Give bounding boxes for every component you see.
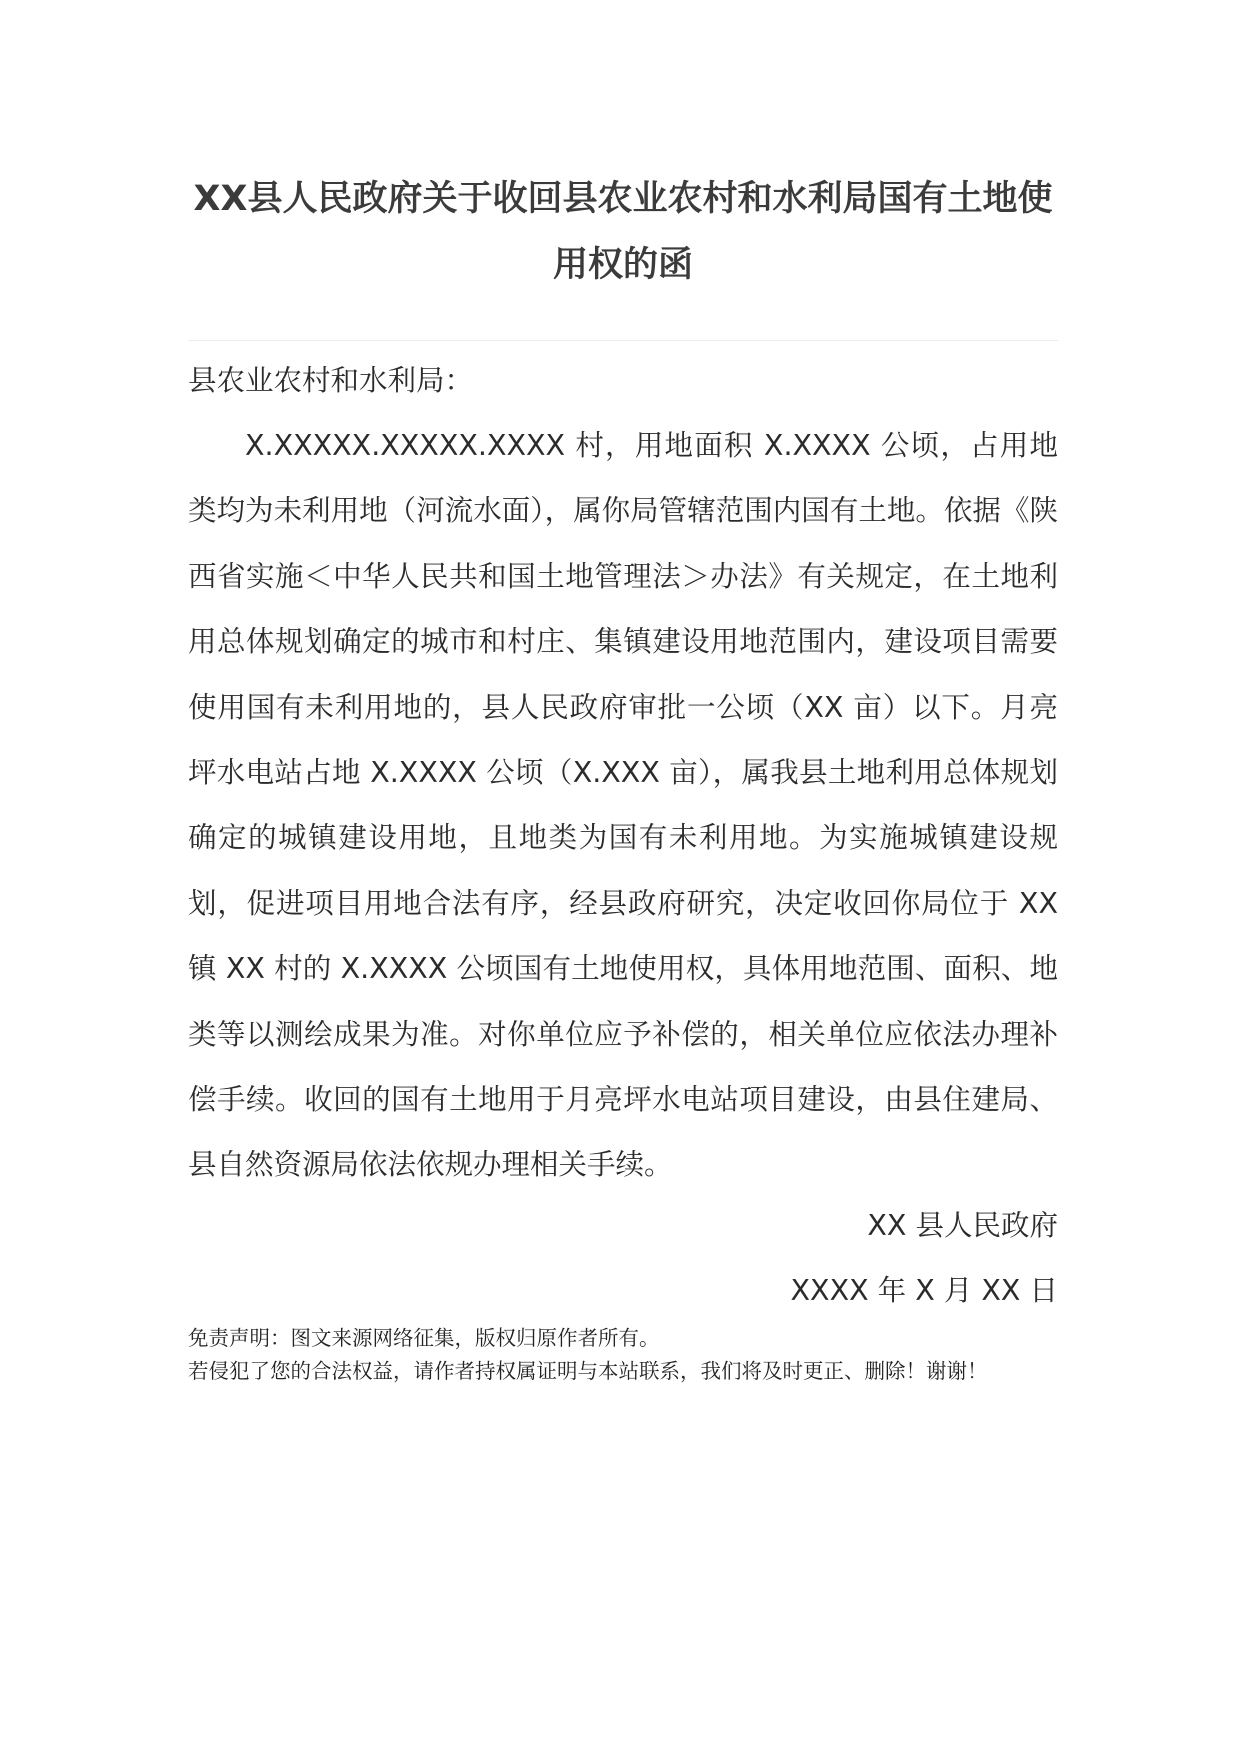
document-title: XX县人民政府关于收回县农业农村和水利局国有土地使用权的函 <box>193 179 1053 285</box>
disclaimer-line-1: 免责声明：图文来源网络征集，版权归原作者所有。 <box>188 1326 660 1350</box>
disclaimer <box>188 1322 1058 1388</box>
title-divider <box>188 340 1058 341</box>
body-paragraph: X.XXXXX.XXXXX.XXXX 村，用地面积 X.XXXX 公顷，占用地类均为未利用地（河流水面），属你局管辖范围内国有土地。依据《陕西省实施＜中华人民共和国土地管理法＞办法》有关规定，在土地利用总体规划确定的城市和村庄、集镇建设用地范围内，建设项目需要使用国有未利用地的，县人民政府审批一公顷（XX 亩）以下。月亮坪水电站占地 X.XXXX 公顷（X.XXX 亩），属我县土地利用总体规划确定的城镇建设用地，且地类为国有未利用地。为实施城镇建设规划，促进项目用地合法有序，经县政府研究，决定收回你局位于 XX 镇 XX 村的 X.XXXX 公顷国有土地使用权，具体用地范围、面积、地类等以测绘成果为准。对你单位应予补偿的，相关单位应依法办理补偿手续。收回的国有土地用于月亮坪水电站项目建设，由县住建局、县自然资源局依法依规办理相关手续。 <box>188 429 1058 1182</box>
signature-date: XXXX 年 X 月 XX 日 <box>790 1274 1058 1307</box>
document-page <box>188 0 1058 1754</box>
signature-organization: XX 县人民政府 <box>867 1209 1058 1242</box>
salutation: 县农业农村和水利局： <box>188 364 474 397</box>
disclaimer-line-2: 若侵犯了您的合法权益，请作者持权属证明与本站联系，我们将及时更正、删除！谢谢！ <box>188 1359 988 1383</box>
